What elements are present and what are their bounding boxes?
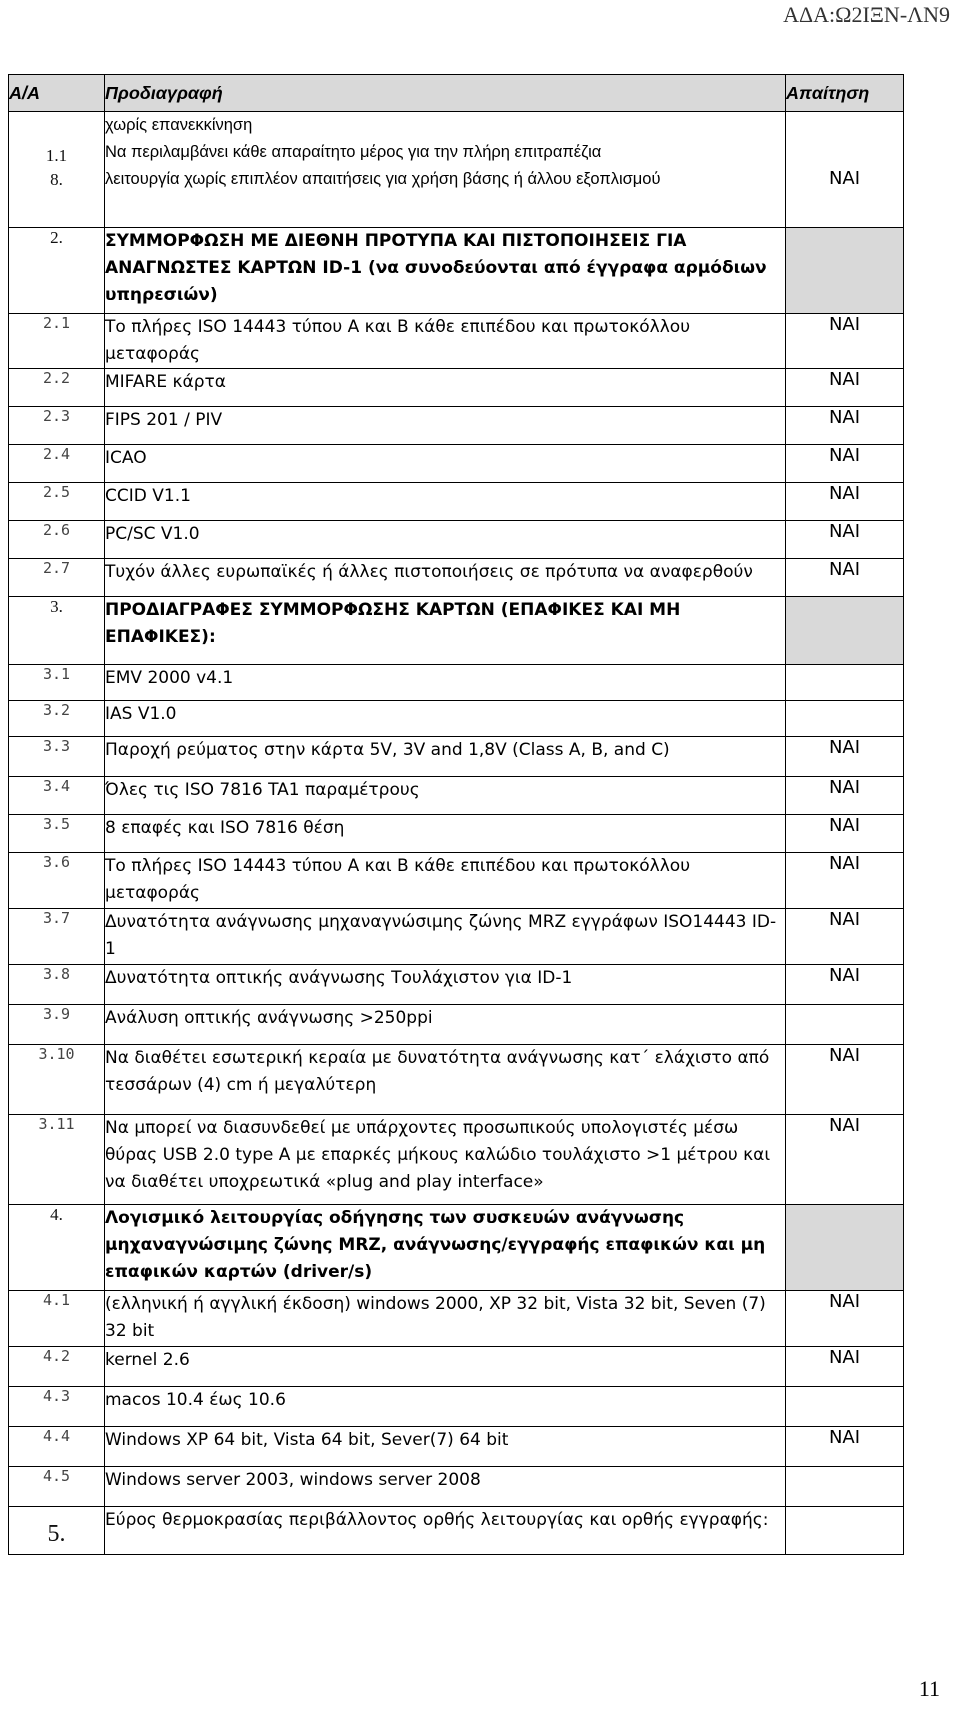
- table-row: [9, 597, 904, 665]
- row-number: 2.6: [9, 521, 105, 559]
- row-requirement: ΝΑΙ: [786, 407, 904, 445]
- row-specification: Τυχόν άλλες ευρωπαϊκές ή άλλες πιστοποιήσεις σε πρότυπα να αναφερθούν: [105, 559, 786, 597]
- table-header-row: [9, 75, 904, 112]
- table-row: [9, 1005, 904, 1045]
- row-requirement: ΝΑΙ: [786, 965, 904, 1005]
- table-row: [9, 1205, 904, 1291]
- table-row: [9, 853, 904, 909]
- row-requirement: ΝΑΙ: [786, 1115, 904, 1205]
- row-requirement: ΝΑΙ: [786, 909, 904, 965]
- row-number: 2.1: [9, 314, 105, 369]
- row-number: 4.: [9, 1205, 105, 1291]
- row-specification: ΣΥΜΜΟΡΦΩΣΗ ΜΕ ΔΙΕΘΝΗ ΠΡΟΤΥΠΑ ΚΑΙ ΠΙΣΤΟΠΟΙΗΣΕΙΣ ΓΙΑ ΑΝΑΓΝΩΣΤΕΣ ΚΑΡΤΩΝ ID-1 (να συνοδεύονται από έγγραφα αρμόδιων υπηρεσιών): [105, 228, 786, 314]
- row-number: 5.: [9, 1507, 105, 1555]
- row-specification: Ανάλυση οπτικής ανάγνωσης >250ppi: [105, 1005, 786, 1045]
- table-row: [9, 909, 904, 965]
- row-specification: Δυνατότητα ανάγνωσης μηχαναγνώσιμης ζώνης MRZ εγγράφων ISO14443 ID-1: [105, 909, 786, 965]
- header-aa: Α/Α: [9, 75, 105, 112]
- row-requirement: ΝΑΙ: [786, 483, 904, 521]
- row-requirement: [786, 1507, 904, 1555]
- row-specification: Όλες τις ISO 7816 TA1 παραμέτρους: [105, 777, 786, 815]
- row-specification: (ελληνική ή αγγλική έκδοση) windows 2000, XP 32 bit, Vista 32 bit, Seven (7) 32 bit: [105, 1291, 786, 1347]
- row-number: 4.3: [9, 1387, 105, 1427]
- row-specification: Windows server 2003, windows server 2008: [105, 1467, 786, 1507]
- row-requirement: ΝΑΙ: [786, 1347, 904, 1387]
- table-row: [9, 521, 904, 559]
- row-requirement: [786, 665, 904, 701]
- row-number: 3.7: [9, 909, 105, 965]
- row-number: 3.5: [9, 815, 105, 853]
- row-number: 3.8: [9, 965, 105, 1005]
- row-number: 2.: [9, 228, 105, 314]
- row-number: 4.2: [9, 1347, 105, 1387]
- row-number: 4.4: [9, 1427, 105, 1467]
- row-specification: IAS V1.0: [105, 701, 786, 737]
- row-number: 3.2: [9, 701, 105, 737]
- row-requirement: ΝΑΙ: [786, 314, 904, 369]
- table-row: [9, 228, 904, 314]
- row-number: 2.3: [9, 407, 105, 445]
- header-specification: Προδιαγραφή: [105, 75, 786, 112]
- table-row: [9, 1467, 904, 1507]
- row-specification: 8 επαφές και ISO 7816 θέση: [105, 815, 786, 853]
- row-specification: Να μπορεί να διασυνδεθεί με υπάρχοντες προσωπικούς υπολογιστές μέσω θύρας USB 2.0 type A με επαρκές μήκους καλώδιο τουλάχιστο >1 μέτρου και να διαθέτει υποχρεωτικά «plug and play interface»: [105, 1115, 786, 1205]
- row-number: 3.10: [9, 1045, 105, 1115]
- row-number: 3.3: [9, 737, 105, 777]
- table-row: [9, 777, 904, 815]
- row-specification: kernel 2.6: [105, 1347, 786, 1387]
- row-specification: Εύρος θερμοκρασίας περιβάλλοντος ορθής λειτουργίας και ορθής εγγραφής:: [105, 1507, 786, 1555]
- table-row: [9, 701, 904, 737]
- table-row: [9, 407, 904, 445]
- table-row: [9, 559, 904, 597]
- row-number: 2.5: [9, 483, 105, 521]
- row-specification: macos 10.4 έως 10.6: [105, 1387, 786, 1427]
- row-specification: Windows XP 64 bit, Vista 64 bit, Sever(7) 64 bit: [105, 1427, 786, 1467]
- row-requirement: ΝΑΙ: [786, 1045, 904, 1115]
- row-specification: ΠΡΟΔΙΑΓΡΑΦΕΣ ΣΥΜΜΟΡΦΩΣΗΣ ΚΑΡΤΩΝ (ΕΠΑΦΙΚΕΣ ΚΑΙ ΜΗ ΕΠΑΦΙΚΕΣ):: [105, 597, 786, 665]
- row-number: 2.4: [9, 445, 105, 483]
- table-row: [9, 1347, 904, 1387]
- row-specification: Παροχή ρεύματος στην κάρτα 5V, 3V and 1,8V (Class A, B, and C): [105, 737, 786, 777]
- row-specification: Το πλήρες ISO 14443 τύπου Α και Β κάθε επιπέδου και πρωτοκόλλου μεταφοράς: [105, 853, 786, 909]
- row-specification: Να διαθέτει εσωτερική κεραία με δυνατότητα ανάγνωσης κατ΄ ελάχιστο από τεσσάρων (4) cm ή μεγαλύτερη: [105, 1045, 786, 1115]
- row-requirement: ΝΑΙ: [786, 815, 904, 853]
- table-row: [9, 815, 904, 853]
- table-row: [9, 965, 904, 1005]
- row-requirement: [786, 597, 904, 665]
- table-row: [9, 314, 904, 369]
- page-number: 11: [918, 1676, 940, 1701]
- specifications-table: [8, 74, 904, 1555]
- table-row: [9, 1507, 904, 1555]
- row-number: 3.: [9, 597, 105, 665]
- header-requirement: Απαίτηση: [786, 75, 904, 112]
- row-requirement: ΝΑΙ: [786, 777, 904, 815]
- table-row: [9, 445, 904, 483]
- row-requirement: ΝΑΙ: [786, 112, 904, 228]
- row-number: 3.9: [9, 1005, 105, 1045]
- row-number: 3.11: [9, 1115, 105, 1205]
- row-number: 2.7: [9, 559, 105, 597]
- row-specification: PC/SC V1.0: [105, 521, 786, 559]
- table-row: [9, 369, 904, 407]
- row-number: 3.6: [9, 853, 105, 909]
- table-row: [9, 737, 904, 777]
- row-requirement: ΝΑΙ: [786, 1291, 904, 1347]
- table-row: [9, 1291, 904, 1347]
- row-requirement: ΝΑΙ: [786, 853, 904, 909]
- row-specification: Το πλήρες ISO 14443 τύπου Α και Β κάθε επιπέδου και πρωτοκόλλου μεταφοράς: [105, 314, 786, 369]
- table-row: [9, 1045, 904, 1115]
- row-requirement: ΝΑΙ: [786, 737, 904, 777]
- row-requirement: [786, 1387, 904, 1427]
- row-requirement: ΝΑΙ: [786, 521, 904, 559]
- row-requirement: [786, 1467, 904, 1507]
- row-requirement: ΝΑΙ: [786, 1427, 904, 1467]
- row-specification: EMV 2000 v4.1: [105, 665, 786, 701]
- row-number: 3.1: [9, 665, 105, 701]
- row-requirement: [786, 1205, 904, 1291]
- row-specification: χωρίς επανεκκίνηση Να περιλαμβάνει κάθε απαραίτητο μέρος για την πλήρη επιτραπέζια λειτουργία χωρίς επιπλέον απαιτήσεις για χρήση βάσης ή άλλου εξοπλισμού: [105, 112, 786, 228]
- table-row: [9, 1115, 904, 1205]
- row-specification: Δυνατότητα οπτικής ανάγνωσης Τουλάχιστον για ID-1: [105, 965, 786, 1005]
- table-row: [9, 1427, 904, 1467]
- row-specification: CCID V1.1: [105, 483, 786, 521]
- row-requirement: [786, 228, 904, 314]
- row-specification: MIFARE κάρτα: [105, 369, 786, 407]
- row-specification: FIPS 201 / PIV: [105, 407, 786, 445]
- row-number: 1.1 8.: [9, 112, 105, 228]
- row-specification: ICAO: [105, 445, 786, 483]
- table-row: [9, 665, 904, 701]
- row-requirement: ΝΑΙ: [786, 559, 904, 597]
- row-number: 4.1: [9, 1291, 105, 1347]
- row-number: 3.4: [9, 777, 105, 815]
- row-number: 4.5: [9, 1467, 105, 1507]
- table-row: [9, 112, 904, 228]
- row-requirement: ΝΑΙ: [786, 445, 904, 483]
- table-row: [9, 483, 904, 521]
- table-row: [9, 1387, 904, 1427]
- row-requirement: ΝΑΙ: [786, 369, 904, 407]
- ada-code: ΑΔΑ:Ω2ΙΞΝ-ΛΝ9: [783, 2, 950, 27]
- row-requirement: [786, 701, 904, 737]
- row-number: 2.2: [9, 369, 105, 407]
- row-specification: Λογισμικό λειτουργίας οδήγησης των συσκευών ανάγνωσης μηχαναγνώσιμης ζώνης MRZ, ανάγνωσης/εγγραφής επαφικών και μη επαφικών καρτών (driver/s): [105, 1205, 786, 1291]
- row-requirement: [786, 1005, 904, 1045]
